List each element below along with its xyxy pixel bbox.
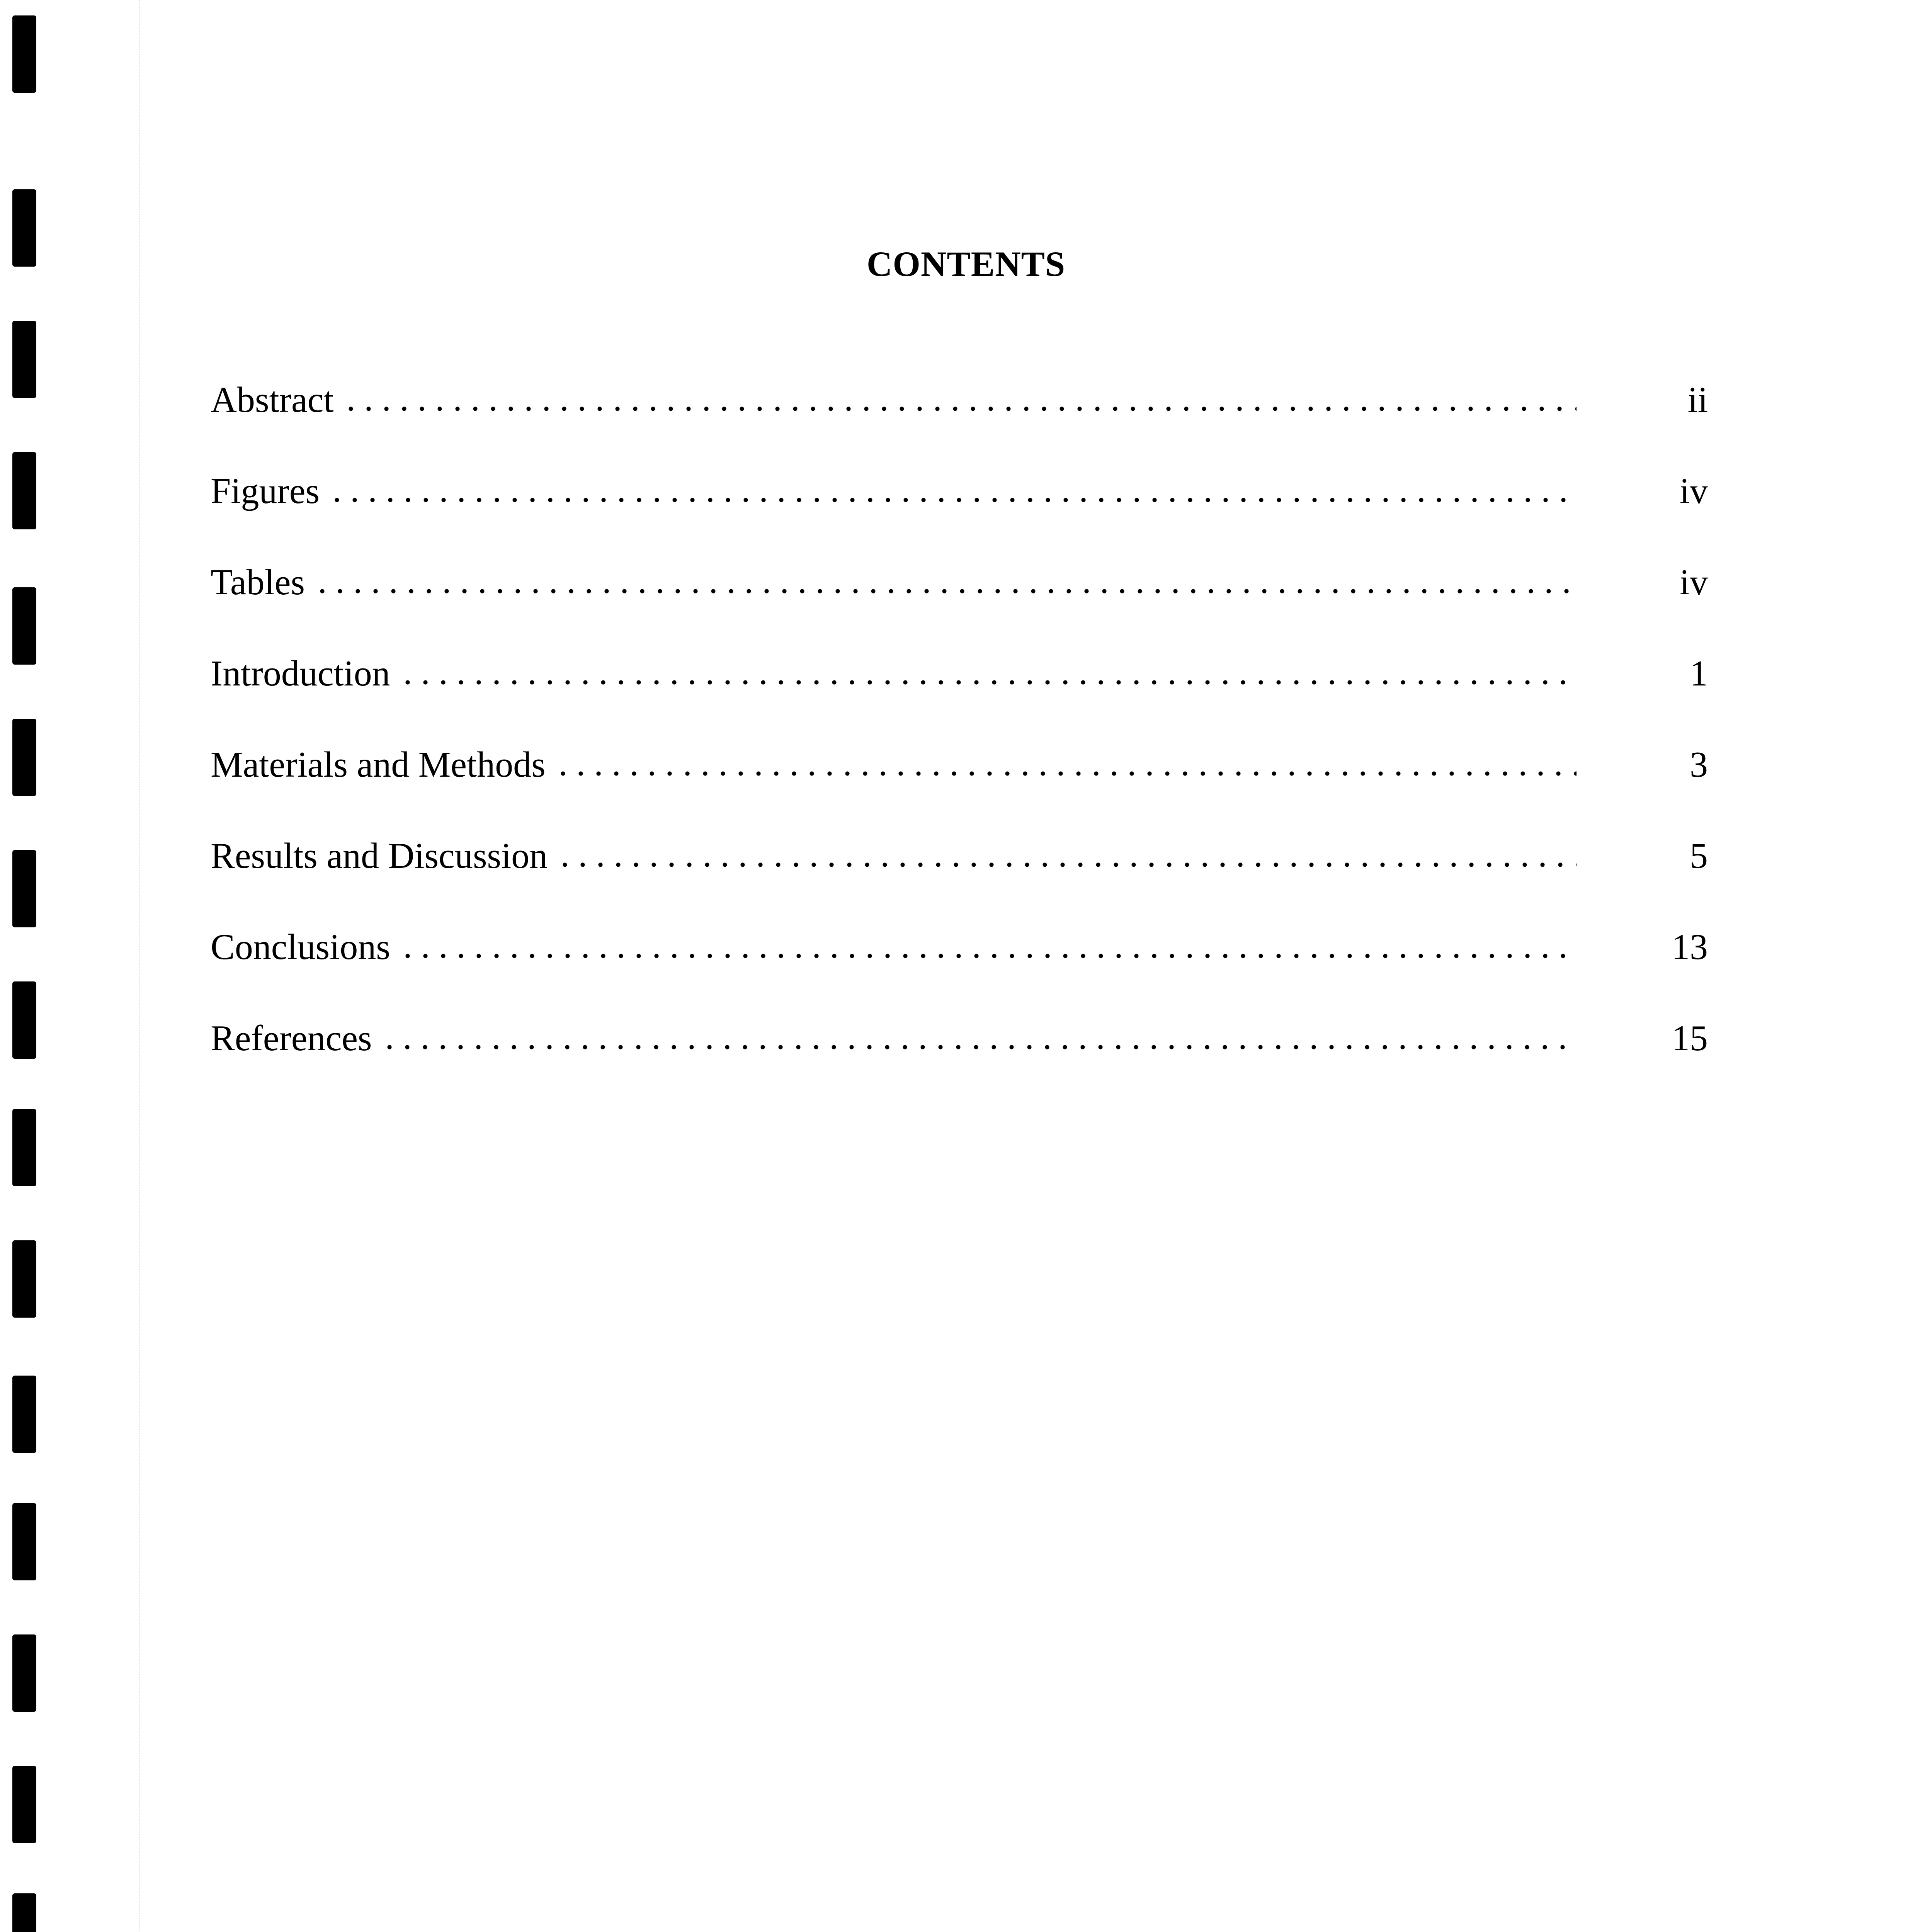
toc-entry xyxy=(211,833,1708,924)
toc-dot-leader xyxy=(328,498,1577,502)
toc-entry-label: Results and Discussion xyxy=(211,836,548,876)
toc-entry-page: iv xyxy=(1679,562,1708,602)
binding-hole xyxy=(12,587,36,665)
binding-hole xyxy=(12,1634,36,1712)
toc-entry xyxy=(211,742,1708,833)
binding-hole xyxy=(12,850,36,927)
toc-dot-leader xyxy=(554,771,1577,776)
binding-hole xyxy=(12,719,36,796)
toc-entry-page: 3 xyxy=(1690,745,1708,785)
toc-entry-page: 13 xyxy=(1672,927,1708,967)
toc-entry xyxy=(211,924,1708,1015)
toc-entry-label: References xyxy=(211,1018,372,1058)
page-edge-line xyxy=(139,0,140,1932)
toc-entry-page: 15 xyxy=(1672,1018,1708,1058)
toc-entry-label: Abstract xyxy=(211,380,334,420)
toc-entry xyxy=(211,468,1708,559)
page-title: CONTENTS xyxy=(866,244,1066,284)
toc-entry-label: Conclusions xyxy=(211,927,390,967)
toc-dot-leader xyxy=(381,1045,1577,1049)
binding-hole xyxy=(12,981,36,1059)
binding-hole xyxy=(12,1109,36,1186)
binding-hole xyxy=(12,15,36,93)
binding-hole xyxy=(12,321,36,398)
toc-dot-leader xyxy=(399,680,1577,685)
binding-hole xyxy=(12,1240,36,1318)
toc-entry-label: Figures xyxy=(211,471,320,511)
toc-dot-leader xyxy=(342,406,1577,411)
binding-holes xyxy=(0,0,77,1932)
toc-entry xyxy=(211,559,1708,650)
toc-entry-label: Tables xyxy=(211,562,305,602)
table-of-contents xyxy=(211,377,1708,1106)
toc-entry xyxy=(211,377,1708,468)
binding-hole xyxy=(12,452,36,529)
toc-entry xyxy=(211,650,1708,742)
toc-dot-leader xyxy=(313,589,1577,594)
toc-entry-label: Introduction xyxy=(211,653,390,694)
binding-hole xyxy=(12,1766,36,1843)
binding-hole xyxy=(12,1376,36,1453)
toc-entry xyxy=(211,1015,1708,1106)
binding-hole xyxy=(12,1503,36,1580)
toc-entry-page: iv xyxy=(1679,471,1708,511)
toc-dot-leader xyxy=(556,862,1577,867)
toc-entry-page: 1 xyxy=(1690,653,1708,694)
binding-hole xyxy=(12,1893,36,1932)
toc-entry-page: 5 xyxy=(1690,836,1708,876)
toc-entry-label: Materials and Methods xyxy=(211,745,546,785)
toc-dot-leader xyxy=(399,954,1577,958)
toc-entry-page: ii xyxy=(1687,380,1708,420)
